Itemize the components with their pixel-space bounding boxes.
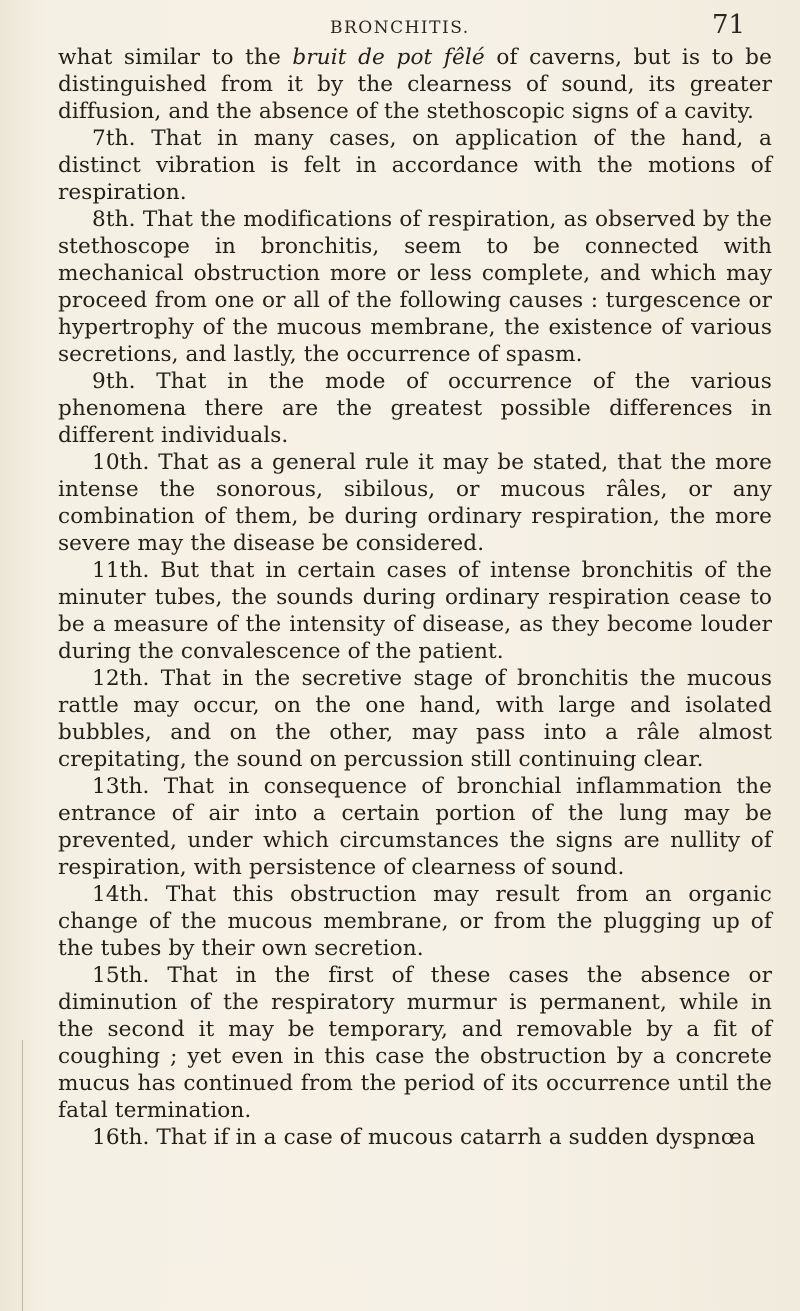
paragraph-14th: 14th. That this obstruction may result from an organic change of the mucous membrane, or from the plugging up of the tubes by their own secretion. <box>58 882 772 961</box>
page-header <box>0 4 800 44</box>
page-number: 71 <box>712 10 746 40</box>
italic-phrase: bruit de pot fêlé <box>292 45 485 70</box>
paragraph-11th: 11th. But that in certain cases of intense bronchitis of the minuter tubes, the sounds during ordinary respiration cease to be a measure of the intensity of disease, as they become louder during the convalescence of the patient. <box>58 558 772 664</box>
body-text <box>58 44 772 1151</box>
paragraph-8th: 8th. That the modifications of respiration, as observed by the stethoscope in bronchitis, seem to be connected with mechanical obstruction more or less complete, and which may proceed from one or all of the following causes : turgescence or hypertrophy of the mucous membrane, the existence of various secretions, and lastly, the occurrence of spasm. <box>58 207 772 367</box>
paragraph-10th: 10th. That as a general rule it may be stated, that the more intense the sonorous, sibilous, or mucous râles, or any combination of them, be during ordinary respiration, the more severe may the disease be considered. <box>58 450 772 556</box>
binding-edge-shadow <box>22 1040 23 1311</box>
running-head: BRONCHITIS. <box>330 18 470 38</box>
paragraph-text: what similar to the <box>58 45 293 70</box>
paragraph-13th: 13th. That in consequence of bronchial inflammation the entrance of air into a certain portion of the lung may be prevented, under which circumstances the signs are nullity of respiration, with persistence of clearness of sound. <box>58 774 772 880</box>
paragraph-16th: 16th. That if in a case of mucous catarrh a sudden dyspnœa <box>92 1125 756 1150</box>
paragraph-7th: 7th. That in many cases, on application of the hand, a distinct vibration is felt in accordance with the motions of respiration. <box>58 126 772 205</box>
paragraph-text: of caverns, but is to be distinguished from it by the clearness of sound, its greater diffusion, and the absence of the stethoscopic signs of a cavity. <box>58 45 772 124</box>
paragraph-9th: 9th. That in the mode of occurrence of the various phenomena there are the greatest possible differences in different individuals. <box>58 369 772 448</box>
paragraph-continuation <box>58 44 772 125</box>
paragraph-12th: 12th. That in the secretive stage of bronchitis the mucous rattle may occur, on the one hand, with large and isolated bubbles, and on the other, may pass into a râle almost crepitating, the sound on percussion still continuing clear. <box>58 666 772 772</box>
paragraph-15th: 15th. That in the first of these cases the absence or diminution of the respiratory murmur is permanent, while in the second it may be temporary, and removable by a fit of coughing ; yet even in this case the obstruction by a concrete mucus has continued from the period of its occurrence until the fatal termination. <box>58 963 772 1123</box>
